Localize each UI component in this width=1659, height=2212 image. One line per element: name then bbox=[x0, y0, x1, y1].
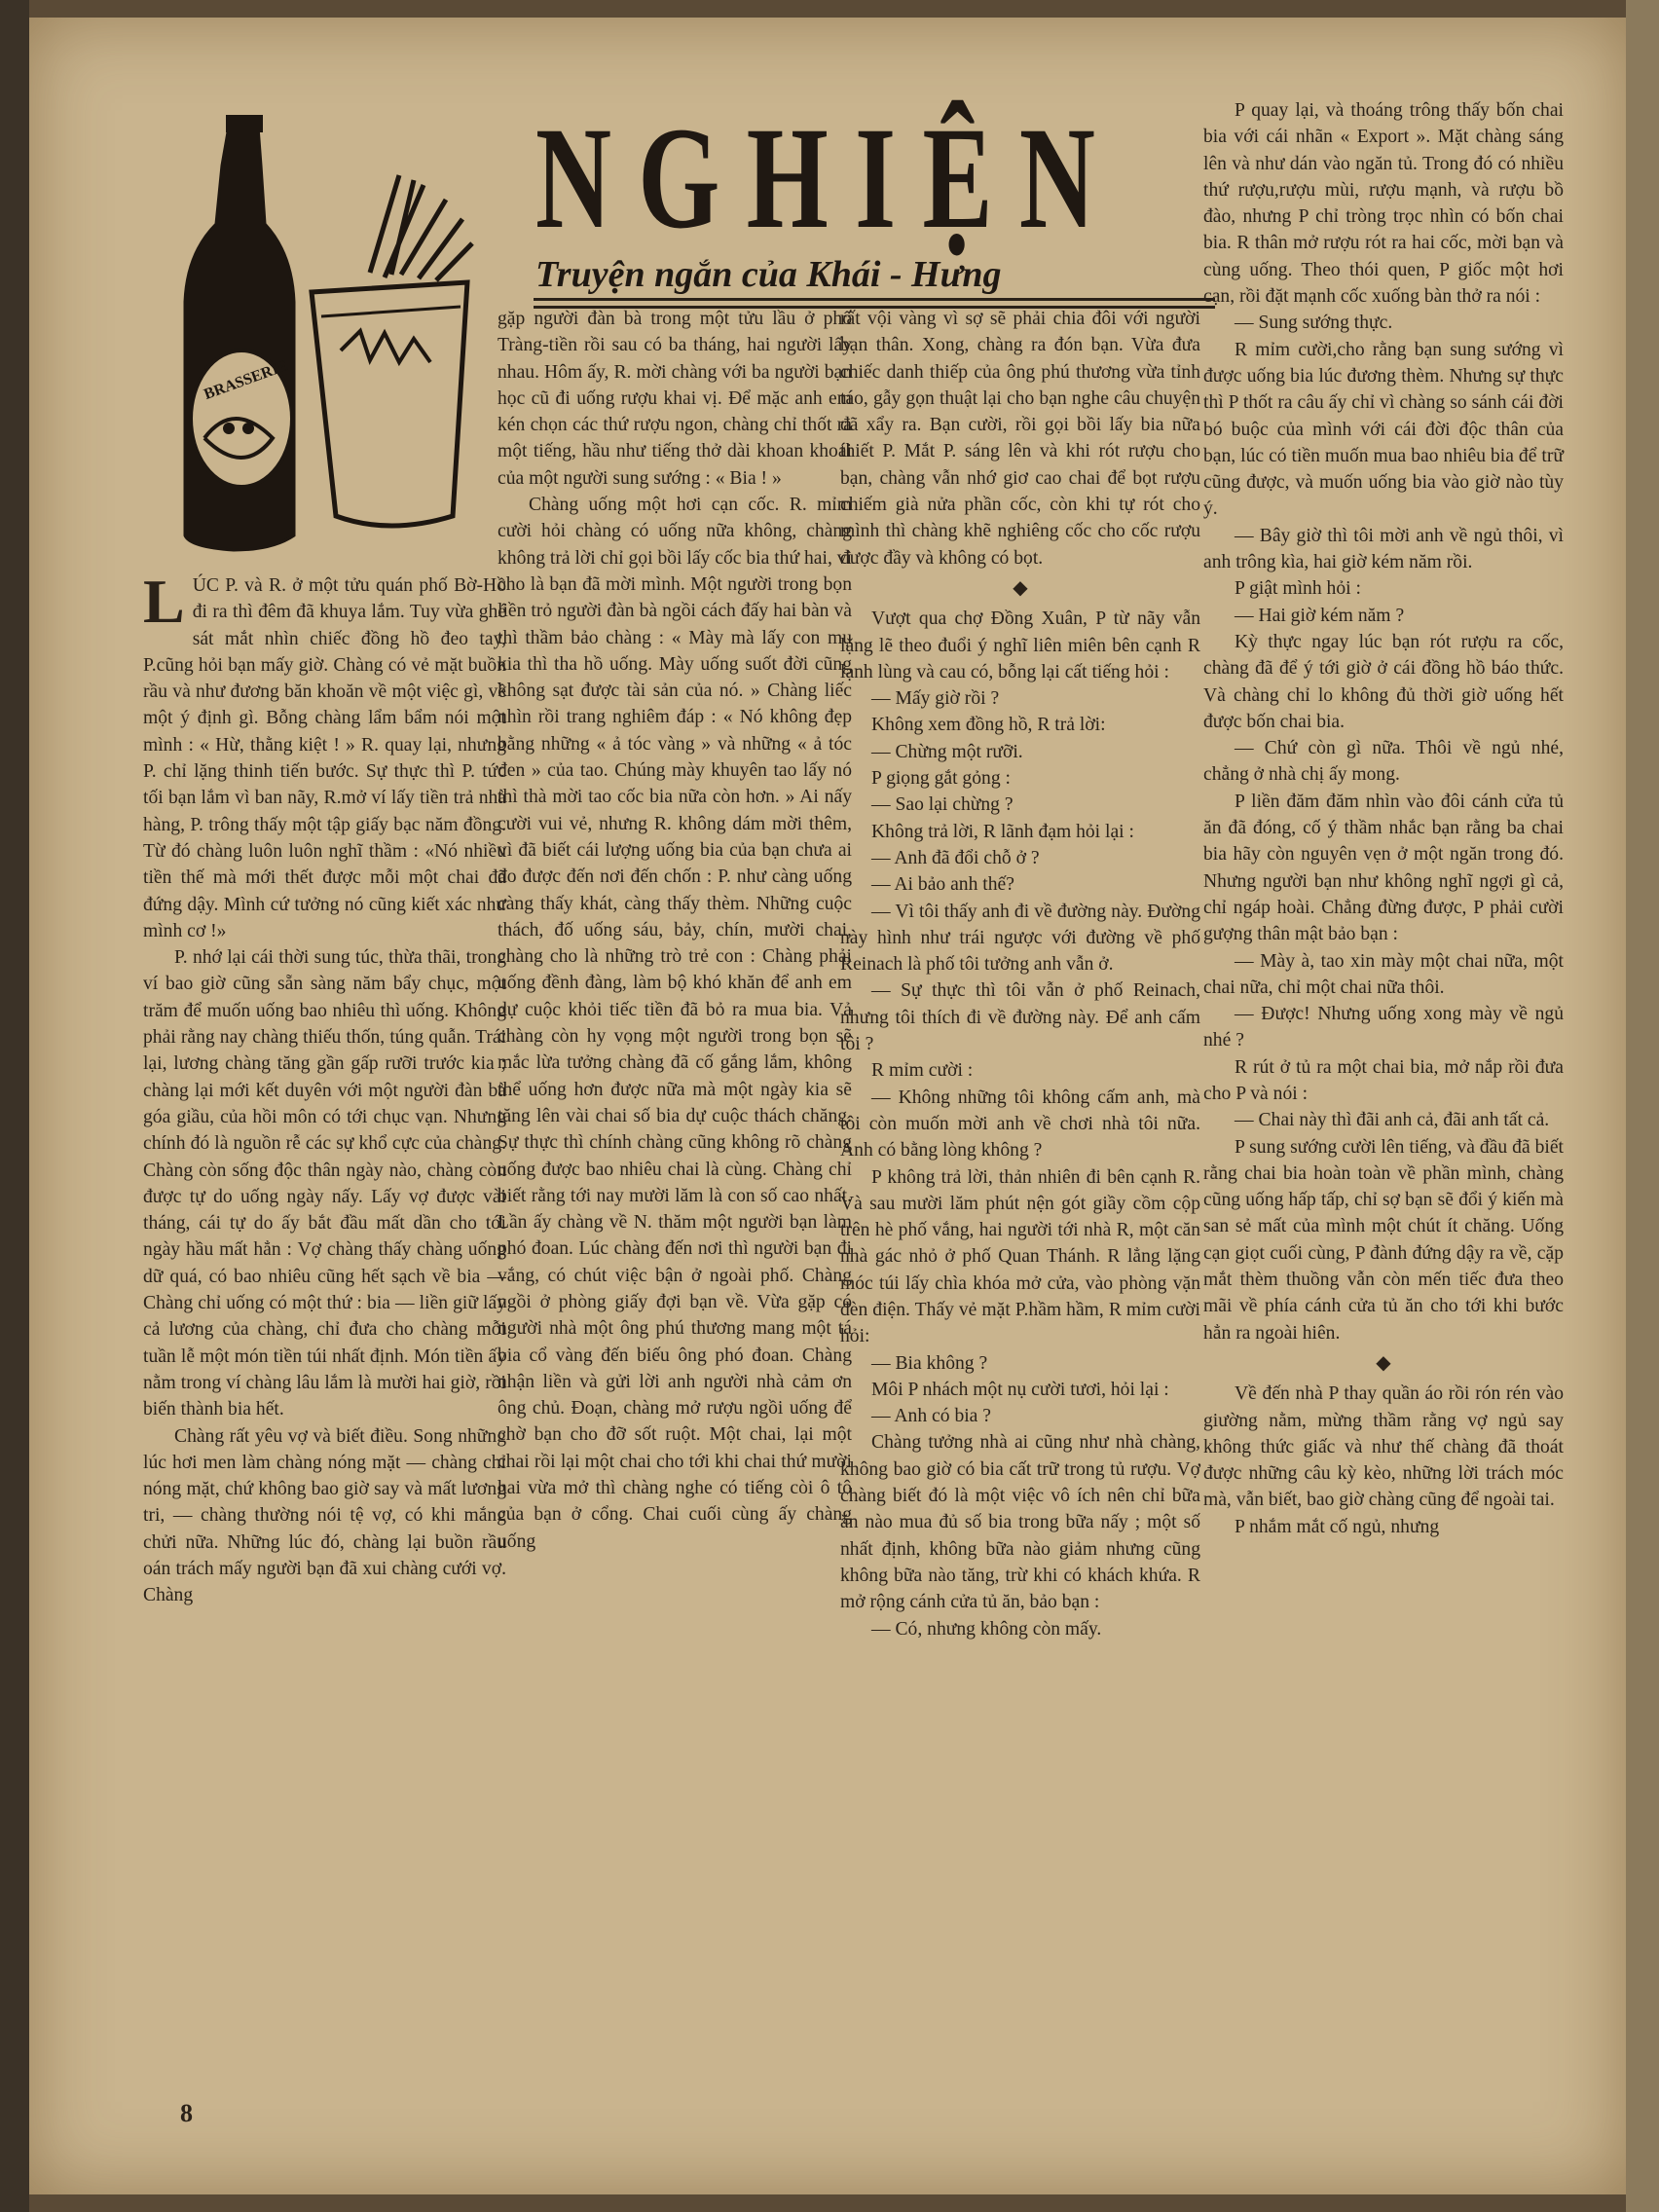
paragraph: Không trả lời, R lãnh đạm hỏi lại : bbox=[871, 821, 1134, 842]
paragraph: P nhắm mắt cố ngủ, nhưng bbox=[1235, 1516, 1440, 1537]
page-edge-left bbox=[0, 0, 29, 2212]
title-rule-top bbox=[534, 298, 1215, 301]
paragraph: — Hai giờ kém năm ? bbox=[1235, 605, 1405, 626]
column-2 bbox=[498, 306, 852, 1555]
paragraph: P liền đăm đăm nhìn vào đôi cánh cửa tủ ăn đã đóng, cố ý thầm nhắc bạn rằng ba chai bia hãy còn nguyên vẹn ở một ngăn trong đó. Nhưng người bạn như không nghĩ ngợi gì cả, chỉ ngáp hoài. Chẳng đừng được, P phải cười gượng thân mật bảo bạn : bbox=[1203, 791, 1564, 945]
page-edge-right bbox=[1626, 0, 1659, 2212]
paragraph: Chàng uống một hơi cạn cốc. R. mỉm cười hỏi chàng có uống nữa không, chàng không trả lời chỉ gọi bồi lấy cốc bia thứ hai, vì cho là bạn đã mời mình. Một người trong bọn liền trỏ người đàn bà ngồi cách đấy hai bàn và thì thầm bảo chàng : « Mày mà lấy con mụ kia thì tha hồ uống. Mày uống suốt đời cũng không sạt được tài sản của nó. » Chàng liếc nhìn rồi trang nghiêm đáp : « Nó không đẹp bằng những « ả tóc vàng » và những « ả tóc đen » của tao. Chúng mày khuyên tao lấy nó thì thà mời tao cốc bia nữa còn hơn. » Ai nấy cười vui vẻ, nhưng R. không dám mời thêm, vì đã biết cái lượng uống bia của bạn chưa ai đo được đến nơi đến chốn : P. như càng uống càng thấy khát, càng thấy thèm. Những cuộc thách, đố uống sáu, bảy, chín, mười chai, chàng cho là những trò trẻ con : Chàng phải uống đềnh đàng, làm bộ khó khăn để anh em dự cuộc khỏi tiếc tiền đã bỏ ra mua bia. Vả chàng còn hy vọng một người trong bọn sẽ mắc lừa tưởng chàng đã cố gắng lắm, không thể uống hơn được nữa mà một ngày kia sẽ tăng lên vài chai số bia dự cuộc thách chăng. Sự thực thì chính chàng cũng không rõ chàng uống được bao nhiêu chai là cùng. Chàng chỉ biết rằng tới nay mười lăm là con số cao nhất. Lần ấy chàng về N. thăm một người bạn làm phó đoan. Lúc chàng đến nơi thì người bạn đi vắng, có chút việc bận ở ngoài phố. Chàng ngồi ở phòng giấy đợi bạn về. Vừa gặp có người nhà một ông phú thương mang một tá bia cổ vàng đến biếu ông phó đoan. Chàng nhận liền và gửi lời anh người nhà cảm ơn ông chủ. Đoạn, chàng mở rượu ngồi uống để chờ bạn cho đỡ sốt ruột. Một chai, lại một chai rồi lại một chai cho tới khi chai thứ mười hai vừa mở thì chàng nghe có tiếng còi ô tô của bạn ở cổng. Chai cuối cùng ấy chàng uống bbox=[498, 495, 852, 1552]
paragraph: — Bia không ? bbox=[871, 1352, 988, 1374]
paragraph: — Được! Nhưng uống xong mày về ngủ nhé ? bbox=[1203, 1004, 1564, 1051]
paragraph: Vượt qua chợ Đồng Xuân, P từ nãy vẫn lặng lẽ theo đuổi ý nghĩ liên miên bên cạnh R lạnh lùng và cau có, bỗng lại cất tiếng hỏi : bbox=[840, 608, 1200, 682]
paragraph: gặp người đàn bà trong một tửu lầu ở phố Tràng-tiền rồi sau có ba tháng, hai người lấy nhau. Hôm ấy, R. mời chàng với ba người bạn học cũ đi uống rượu khai vị. Để mặc anh em kén chọn các thứ rượu ngon, chàng chỉ thốt ra một tiếng, hầu như tiếng thở dài khoan khoái của một người sung sướng : « Bia ! » bbox=[498, 309, 852, 489]
paragraph: — Mày à, tao xin mày một chai nữa, một chai nữa, chỉ một chai nữa thôi. bbox=[1203, 950, 1564, 998]
paragraph: P quay lại, và thoáng trông thấy bốn chai bia với cái nhãn « Export ». Mặt chàng sáng lên và như dán vào ngăn tủ. Trong đó có nhiều thứ rượu,rượu mùi, rượu mạnh, và rượu bồ đào, nhưng P chỉ tròng trọc nhìn có bốn chai bia. R thân mở rượu rót ra hai cốc, mời bạn và cùng uống. Theo thói quen, P giốc một hơi cạn, rồi đặt mạnh cốc xuống bàn thở ra nói : bbox=[1203, 100, 1564, 308]
beer-bottle-and-glass-illustration bbox=[175, 107, 506, 555]
page-number: 8 bbox=[180, 2099, 193, 2127]
paragraph: — Có, nhưng không còn mấy. bbox=[871, 1618, 1102, 1640]
paragraph: — Mấy giờ rồi ? bbox=[871, 688, 1000, 710]
paragraph: — Vì tôi thấy anh đi về đường này. Đường này hình như trái ngược với đường về phố Reinach là phố tôi tưởng anh vẫn ở. bbox=[840, 901, 1200, 976]
paragraph: — Chừng một rưỡi. bbox=[871, 741, 1023, 762]
paragraph: R mỉm cười,cho rằng bạn sung sướng vì được uống bia lúc đương thèm. Nhưng sự thực thì P thốt ra câu ấy chỉ vì chàng so sánh cái đời bó buộc của mình với cái đời độc thân của bạn, lúc có tiền muốn mua bao nhiêu bia để trữ cũng được, và muốn uống bia vào giờ nào tùy ý. bbox=[1203, 339, 1564, 520]
paragraph-text: ÚC P. và R. ở một tửu quán phố Bờ-Hồ đi ra thì đêm đã khuya lắm. Tuy vừa ghé sát mắt nhìn chiếc đồng hồ đeo tay, P.cũng hỏi bạn mấy giờ. Chàng có vẻ mặt buồn rầu và như đương băn khoăn về một việc gì, về một ý định gì. Bỗng chàng lẩm bẩm nói một mình : « Hừ, thằng kiệt ! » R. quay lại, nhưng P. chỉ lặng thinh tiến bước. Sự thực thì P. tức tối bạn lắm vì ban nãy, R.mở ví lấy tiền trả nhà hàng, P. trông thấy một tập giấy bạc năm đồng. Từ đó chàng luôn luôn nghĩ thầm : «Nó nhiều tiền thế mà mới thết được mỗi một chai đã đứng dậy. Mình cứ tưởng nó cũng kiết xác như mình cơ !» bbox=[143, 575, 506, 941]
paragraph: R mỉm cười : bbox=[871, 1060, 974, 1082]
paragraph: — Chai này thì đãi anh cả, đãi anh tất cả. bbox=[1235, 1110, 1550, 1131]
paragraph: — Sung sướng thực. bbox=[1235, 313, 1393, 334]
paragraph: P sung sướng cười lên tiếng, và đầu đã biết rằng chai bia hoàn toàn về phần mình, chàng cũng uống hấp tấp, chỉ sợ bạn sẽ đổi ý kiến mà san sẻ mất của mình một chút ít chăng. Uống cạn giọt cuối cùng, P đành đứng dậy ra về, cặp mắt thèm thuồng vẫn còn mến tiếc đưa theo mãi về phía cánh cửa tủ ăn cho tới khi bước hẳn ra ngoài hiên. bbox=[1203, 1136, 1564, 1344]
paragraph: P không trả lời, thản nhiên đi bên cạnh R. Và sau mười lăm phút nện gót giầy cồm cộp trên hè phố vắng, hai người tới nhà R, một căn nhà gác nhỏ ở phố Quan Thánh. R lẳng lặng móc túi lấy chìa khóa mở cửa, vào phòng vặn đèn điện. Thấy vẻ mặt P.hầm hầm, R mỉm cười hỏi: bbox=[840, 1166, 1200, 1347]
paragraph: Về đến nhà P thay quần áo rồi rón rén vào giường nằm, mừng thầm rằng vợ ngủ say không thức giấc và như thế chàng đã thoát được những câu kỳ kèo, những lời trách móc mà, vẫn biết, bao giờ chàng cũng để ngoài tai. bbox=[1203, 1383, 1564, 1511]
paragraph: — Anh đã đổi chỗ ở ? bbox=[871, 847, 1040, 868]
paragraph: P giọng gắt gỏng : bbox=[871, 768, 1011, 790]
paragraph: Chàng rất yêu vợ và biết điều. Song những lúc hơi men làm chàng nóng mặt — chàng chỉ nóng mặt, chứ không bao giờ say và mất lương tri, — chàng thường nói tệ vợ, có khi mắng chửi nữa. Những lúc đó, chàng lại buồn rầu oán trách mấy người bạn đã xui chàng cưới vợ. Chàng bbox=[143, 1425, 506, 1606]
section-divider-diamond: ◆ bbox=[1013, 576, 1028, 599]
page-title: NGHIỆN bbox=[535, 97, 1123, 259]
paragraph: — Anh có bia ? bbox=[871, 1406, 991, 1427]
paragraph: Chàng tưởng nhà ai cũng như nhà chàng, không bao giờ có bia cất trữ trong tủ rượu. Vợ chàng biết đó là một việc vô ích nên chỉ bữa ăn nào mua đủ số bia trong bữa nấy ; một số nhất định, không bữa nào giảm nhưng cũng không bữa nào tăng, trừ khi có khách khứa. R mở rộng cánh cửa tủ ăn, bảo bạn : bbox=[840, 1432, 1200, 1613]
paragraph: rất vội vàng vì sợ sẽ phải chia đôi với người bạn thân. Xong, chàng ra đón bạn. Vừa đưa chiếc danh thiếp của ông phú thương vừa tỉnh táo, gẫy gọn thuật lại cho bạn nghe câu chuyện đã xẩy ra. Bạn cười, rồi gọi bồi lấy bia nữa thiết P. Mắt P. sáng lên và khi rót rượu cho bạn, chàng vẫn nhớ giơ cao chai để bọt rượu chiếm già nửa phần cốc, còn khi tự rót cho mình thì chàng khẽ nghiêng cốc cho cốc rượu được đầy và không có bọt. bbox=[840, 309, 1200, 569]
label-text: BRASSERIE bbox=[202, 357, 291, 404]
section-divider-diamond: ◆ bbox=[1376, 1351, 1391, 1374]
paragraph: P. nhớ lại cái thời sung túc, thừa thãi, trong ví bao giờ cũng sẵn sàng năm bẩy chục, một trăm để muốn uống bao nhiêu thì uống. Không phải rằng nay chàng thiếu thốn, túng quẫn. Trái lại, lương chàng tăng gần gấp rưỡi trước kia ; chàng lại mới kết duyên với một người đàn bà góa giầu, của hồi môn có tới chục vạn. Nhưng chính đó là nguồn rễ các sự khổ cực của chàng. Chàng còn sống độc thân ngày nào, chàng còn được tự do uống ngày nấy. Lấy vợ được vài tháng, cái tự do ấy bắt đầu mất dần cho tới ngày hầu mất hẳn : Vợ chàng thấy chàng uống dữ quá, có bao nhiêu cũng hết sạch về bia — Chàng chỉ uống có một thứ : bia — liền giữ lấy cả lương của chàng, chỉ đưa cho chàng mỗi tuần lễ một món tiền túi nhất định. Món tiền ấy nằm trong ví chàng lâu lắm là mười hai giờ, rồi biến thành bia hết. bbox=[143, 947, 506, 1420]
column-4 bbox=[1203, 97, 1564, 1540]
paragraph bbox=[143, 567, 506, 944]
paragraph: — Ai bảo anh thế? bbox=[871, 874, 1014, 896]
column-1 bbox=[143, 567, 506, 1609]
paragraph: — Sao lại chừng ? bbox=[871, 794, 1014, 816]
paragraph: — Chứ còn gì nữa. Thôi về ngủ nhé, chẳng ở nhà chị ấy mong. bbox=[1203, 738, 1564, 786]
paragraph: Môi P nhách một nụ cười tươi, hỏi lại : bbox=[871, 1379, 1169, 1400]
column-3 bbox=[840, 306, 1200, 1642]
dropcap: L bbox=[143, 567, 185, 636]
paragraph: P giật mình hỏi : bbox=[1235, 578, 1361, 600]
paragraph: Kỳ thực ngay lúc bạn rót rượu ra cốc, chàng đã để ý tới giờ ở cái đồng hồ báo thức. Và chàng chỉ lo không đủ thời giờ uống hết được bốn chai bia. bbox=[1203, 631, 1564, 732]
paragraph: — Bây giờ thì tôi mời anh về ngủ thôi, vì anh trông kìa, hai giờ kém năm rồi. bbox=[1203, 525, 1564, 573]
paragraph: R rút ở tủ ra một chai bia, mở nắp rồi đưa cho P và nói : bbox=[1203, 1056, 1564, 1104]
paragraph: — Sự thực thì tôi vẫn ở phố Reinach, nhưng tôi thích đi về đường này. Để anh cấm tôi ? bbox=[840, 980, 1200, 1055]
paragraph: — Không những tôi không cấm anh, mà tôi còn muốn mời anh về chơi nhà tôi nữa. Anh có bằng lòng không ? bbox=[840, 1087, 1200, 1161]
subtitle: Truyện ngắn của Khái - Hưng bbox=[535, 254, 1002, 295]
paragraph: Không xem đồng hồ, R trả lời: bbox=[871, 715, 1106, 736]
magazine-page bbox=[29, 18, 1626, 2194]
